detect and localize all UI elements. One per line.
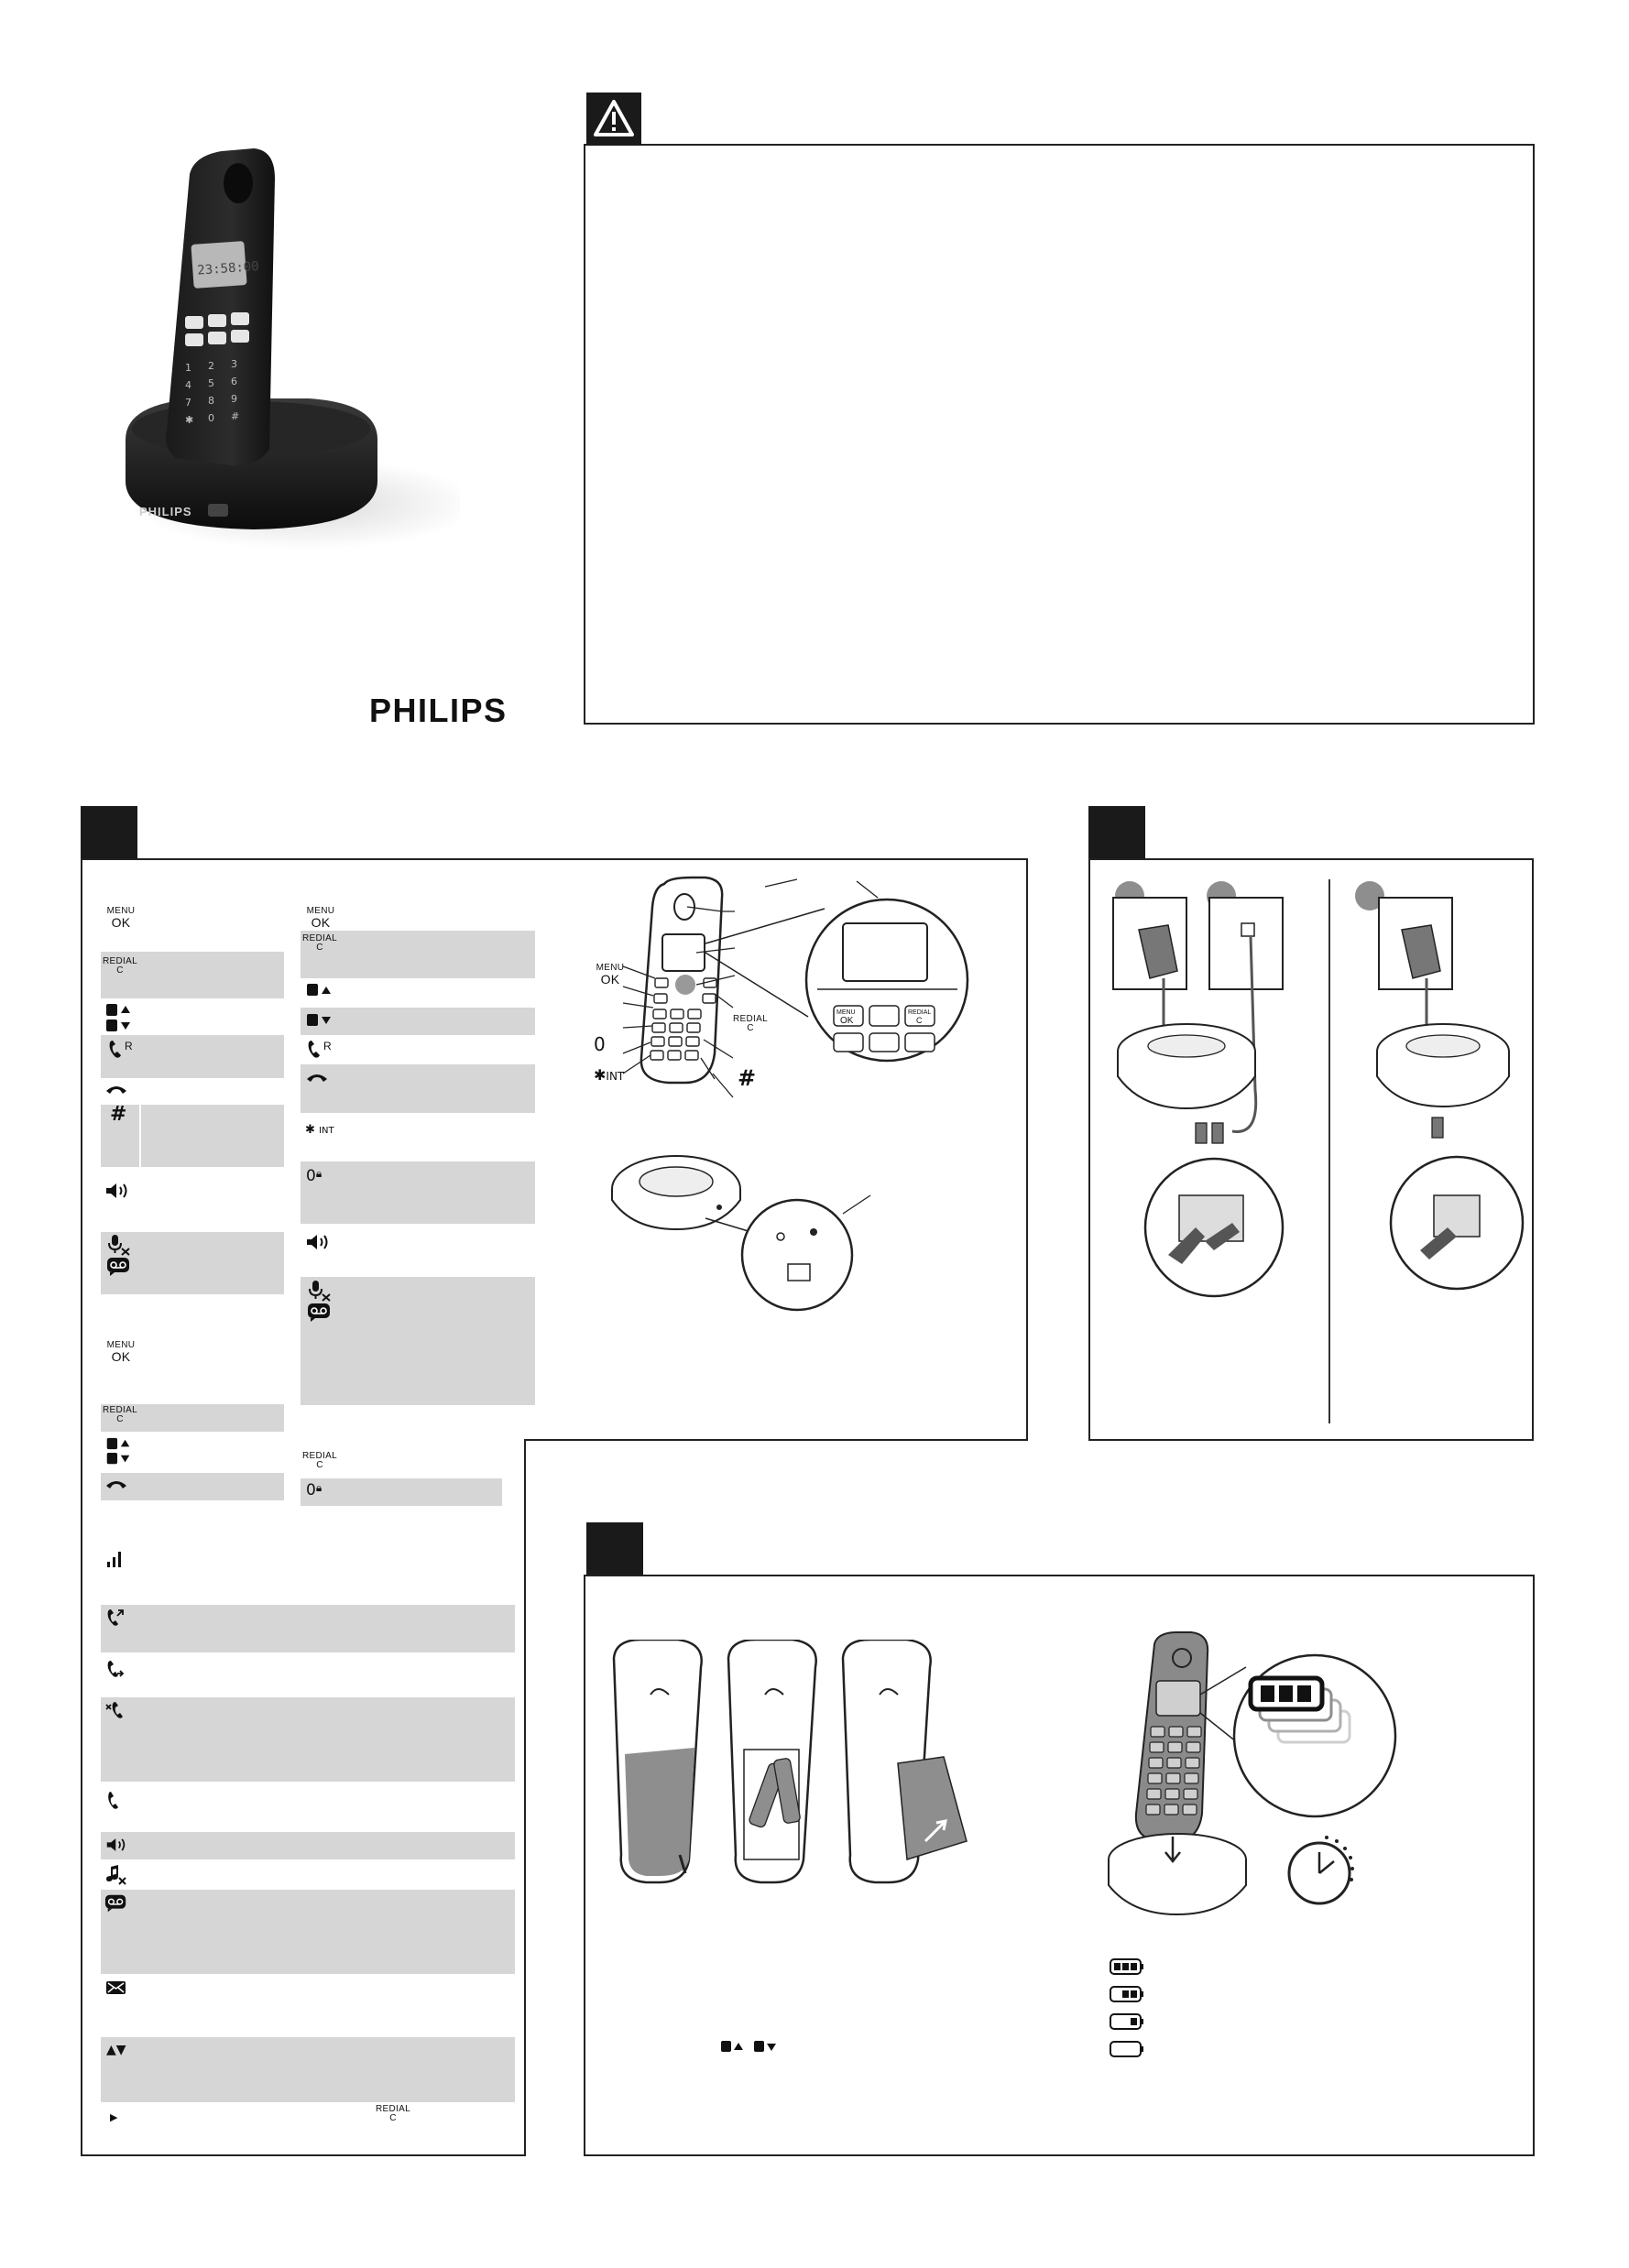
zero-lock-key-label-2: 0🔒︎ bbox=[306, 1481, 323, 1499]
star-icon: ✱ bbox=[305, 1123, 315, 1137]
svg-text:1: 1 bbox=[185, 362, 191, 374]
missed-call-icon bbox=[105, 1701, 126, 1721]
svg-text:9: 9 bbox=[231, 393, 237, 405]
scroll-row bbox=[101, 2037, 515, 2102]
redial-key-label: REDIAL C bbox=[103, 956, 137, 976]
battery-empty-icon bbox=[1109, 2040, 1145, 2058]
redial-key-label-col2b: REDIAL C bbox=[302, 1451, 337, 1470]
more-arrow-icon: ▶ bbox=[110, 2111, 118, 2123]
svg-text:R: R bbox=[323, 1040, 332, 1052]
callout-hash: # bbox=[738, 1065, 757, 1091]
end-row-col2 bbox=[301, 1064, 535, 1113]
callout-redial: REDIAL C bbox=[733, 1014, 768, 1033]
battery-one-third-icon bbox=[1109, 2012, 1145, 2031]
svg-text:8: 8 bbox=[208, 395, 214, 407]
callout-zero: 0 bbox=[594, 1033, 606, 1055]
zero-row-col2 bbox=[301, 1161, 535, 1224]
svg-text:R: R bbox=[125, 1040, 133, 1052]
handset-key-diagram bbox=[568, 870, 1026, 1319]
svg-text:C: C bbox=[916, 1016, 923, 1025]
mute-voicemail-row-col2 bbox=[301, 1277, 535, 1405]
speaker-on-row bbox=[101, 1832, 515, 1859]
redial-key-label-2: REDIAL C bbox=[103, 1405, 137, 1424]
speaker-icon-col2 bbox=[305, 1233, 333, 1251]
base-brand-logo: PHILIPS bbox=[139, 505, 192, 518]
svg-text:REDIAL: REDIAL bbox=[908, 1009, 932, 1016]
lock-icon: 🔒︎ bbox=[315, 1167, 323, 1180]
warning-triangle-icon bbox=[586, 93, 641, 146]
svg-text:3: 3 bbox=[231, 358, 237, 370]
redial-key-label-col2: REDIAL C bbox=[302, 933, 337, 953]
section-tab-2 bbox=[1088, 806, 1145, 859]
message-icon bbox=[105, 1980, 127, 1995]
phonebook-up-icon bbox=[104, 1002, 132, 1035]
charging-illustration bbox=[1099, 1630, 1429, 1951]
hash-row-divider bbox=[139, 1105, 141, 1167]
keys-panel-step bbox=[524, 1439, 1028, 1441]
callout-star-int: ✱INT bbox=[594, 1066, 625, 1084]
section-tab-1 bbox=[81, 806, 137, 859]
phonebook-down-icon-col2 bbox=[305, 1013, 333, 1028]
mute-icon-col2 bbox=[307, 1280, 333, 1302]
philips-logo: PHILIPS bbox=[369, 692, 508, 729]
up-down-arrows-icon: ▲▼ bbox=[106, 2043, 126, 2057]
product-photo bbox=[75, 137, 460, 559]
outgoing-call-icon bbox=[105, 1660, 126, 1680]
voicemail-icon-col2 bbox=[307, 1303, 333, 1323]
phonebook-updown-keys-icon bbox=[719, 2037, 783, 2057]
end-call-icon-col2 bbox=[305, 1072, 329, 1085]
svg-text:✱: ✱ bbox=[185, 414, 194, 426]
hash-row bbox=[101, 1105, 284, 1167]
zero-row-col2b bbox=[301, 1478, 502, 1506]
star-int-key-label: ✱ INT bbox=[305, 1123, 334, 1137]
phonebook-updown-icon-2 bbox=[104, 1436, 132, 1467]
svg-text:0: 0 bbox=[208, 412, 214, 424]
hash-key-icon: # bbox=[110, 1103, 127, 1126]
nav-keys-reference bbox=[719, 2037, 783, 2062]
battery-install-illustration bbox=[605, 1640, 1035, 1914]
svg-text:4: 4 bbox=[185, 379, 191, 391]
battery-two-thirds-icon bbox=[1109, 1985, 1145, 2003]
svg-text:MENU: MENU bbox=[836, 1009, 856, 1016]
connection-illustration bbox=[1095, 870, 1530, 1347]
svg-text:OK: OK bbox=[840, 1016, 854, 1026]
talk-key-icon-col2 bbox=[305, 1039, 334, 1061]
lock-icon-2: 🔒︎ bbox=[315, 1481, 323, 1494]
incoming-call-row bbox=[101, 1605, 515, 1652]
svg-text:6: 6 bbox=[231, 376, 237, 387]
signal-icon bbox=[105, 1550, 124, 1568]
speaker-icon bbox=[104, 1182, 132, 1200]
redial-key-label-footer: REDIAL C bbox=[376, 2104, 410, 2123]
missed-call-row bbox=[101, 1697, 515, 1782]
svg-text:2: 2 bbox=[208, 360, 214, 372]
call-in-progress-icon bbox=[105, 1791, 120, 1811]
voicemail-icon bbox=[106, 1257, 132, 1277]
incoming-call-icon bbox=[105, 1608, 126, 1629]
battery-full-icon bbox=[1109, 1957, 1145, 1976]
zero-lock-key-label: 0🔒︎ bbox=[306, 1167, 323, 1185]
menu-ok-key-label-col2: MENU OK bbox=[306, 906, 335, 930]
voicemail-row bbox=[101, 1890, 515, 1974]
svg-text:5: 5 bbox=[208, 377, 214, 389]
phonebook-up-icon-col2 bbox=[305, 983, 333, 998]
speaker-on-icon bbox=[105, 1837, 129, 1853]
svg-text:23:58:00: 23:58:00 bbox=[196, 258, 260, 278]
menu-ok-key-label-2: MENU OK bbox=[106, 1340, 136, 1364]
ringer-off-icon bbox=[105, 1865, 127, 1885]
end-call-icon bbox=[104, 1084, 128, 1096]
warning-tab bbox=[586, 93, 641, 146]
menu-ok-key-label: MENU OK bbox=[106, 906, 136, 930]
mute-icon bbox=[106, 1234, 132, 1256]
svg-text:7: 7 bbox=[185, 397, 191, 409]
talk-key-icon bbox=[106, 1039, 136, 1061]
new-voicemail-icon bbox=[104, 1893, 128, 1914]
svg-text:#: # bbox=[231, 410, 240, 422]
end-row-2 bbox=[101, 1473, 284, 1500]
callout-menu-ok: MENU OK bbox=[596, 963, 625, 987]
end-call-icon-2 bbox=[104, 1478, 128, 1491]
phonebook-down-row-col2 bbox=[301, 1008, 535, 1035]
warning-panel bbox=[584, 144, 1535, 725]
section-tab-3 bbox=[586, 1522, 643, 1576]
handset-on-base-illustration bbox=[75, 137, 460, 559]
